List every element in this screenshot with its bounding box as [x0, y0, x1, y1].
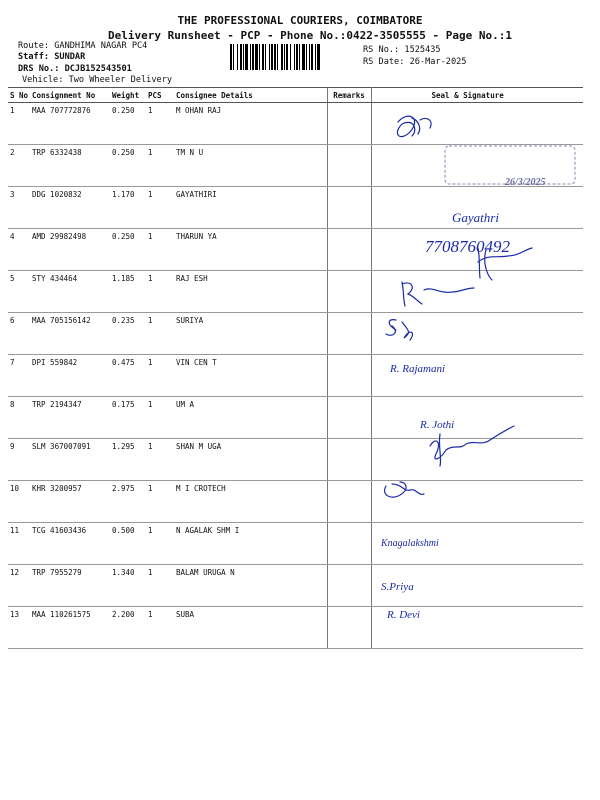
cell-consignee: THARUN YA	[174, 229, 327, 271]
cell-sno: 10	[8, 481, 30, 523]
cell-consignee: M I CROTECH	[174, 481, 327, 523]
cell-weight: 1.340	[110, 565, 146, 607]
cell-weight: 0.235	[110, 313, 146, 355]
cell-consignment-no: TCG 41603436	[30, 523, 110, 565]
cell-weight: 1.295	[110, 439, 146, 481]
cell-pcs: 1	[146, 145, 174, 187]
table-row	[8, 481, 583, 523]
cell-weight: 0.250	[110, 103, 146, 145]
cell-sno: 3	[8, 187, 30, 229]
table-row	[8, 355, 583, 397]
signature-row-13: R. Devi	[387, 609, 420, 621]
table-row	[8, 523, 583, 565]
cell-weight: 0.475	[110, 355, 146, 397]
cell-consignment-no: KHR 3200957	[30, 481, 110, 523]
rs-number: RS No.: 1525435	[363, 45, 441, 55]
cell-weight: 2.200	[110, 607, 146, 649]
vehicle-label: Vehicle: Two Wheeler Delivery	[22, 75, 173, 85]
cell-weight: 0.250	[110, 229, 146, 271]
column-header-remarks: Remarks	[327, 88, 371, 103]
drs-number: DRS No.: DCJB152543501	[18, 64, 132, 74]
table-row	[8, 145, 583, 187]
cell-weight: 0.250	[110, 145, 146, 187]
cell-pcs: 1	[146, 313, 174, 355]
cell-consignee: SURIYA	[174, 313, 327, 355]
cell-consignment-no: SLM 367007091	[30, 439, 110, 481]
cell-sno: 1	[8, 103, 30, 145]
cell-sno: 2	[8, 145, 30, 187]
cell-consignment-no: TRP 7955279	[30, 565, 110, 607]
cell-sno: 5	[8, 271, 30, 313]
cell-signature	[371, 607, 583, 649]
cell-signature	[371, 523, 583, 565]
cell-pcs: 1	[146, 481, 174, 523]
route-label: Route: GANDHIMA NAGAR PC4	[18, 41, 148, 51]
cell-remarks	[327, 607, 371, 649]
cell-sno: 4	[8, 229, 30, 271]
cell-consignment-no: DPI 559842	[30, 355, 110, 397]
table-row	[8, 103, 583, 145]
cell-consignee: N AGALAK SHM I	[174, 523, 327, 565]
cell-pcs: 1	[146, 229, 174, 271]
cell-consignment-no: MAA 110261575	[30, 607, 110, 649]
cell-signature	[371, 355, 583, 397]
cell-consignee: TM N U	[174, 145, 327, 187]
cell-weight: 0.175	[110, 397, 146, 439]
cell-sno: 9	[8, 439, 30, 481]
column-header-consignee: Consignee Details	[174, 88, 327, 103]
cell-signature	[371, 103, 583, 145]
signature-row-8: R. Jothi	[420, 419, 455, 431]
signature-row-12: S.Priya	[381, 581, 414, 593]
column-header-pcs: PCS	[146, 88, 174, 103]
signature-row-3: Gayathri	[452, 210, 499, 225]
column-header-consignment: Consignment No	[30, 88, 110, 103]
cell-consignee: M OHAN RAJ	[174, 103, 327, 145]
cell-pcs: 1	[146, 439, 174, 481]
cell-pcs: 1	[146, 103, 174, 145]
cell-consignment-no: MAA 705156142	[30, 313, 110, 355]
table-header-row	[8, 88, 583, 103]
document-title: THE PROFESSIONAL COURIERS, COIMBATORE	[177, 14, 423, 27]
cell-signature	[371, 565, 583, 607]
cell-weight: 0.500	[110, 523, 146, 565]
cell-consignment-no: TRP 2194347	[30, 397, 110, 439]
signature-row-7: R. Rajamani	[390, 363, 445, 375]
signature-row-11: Knagalakshmi	[381, 538, 439, 549]
cell-remarks	[327, 103, 371, 145]
cell-remarks	[327, 565, 371, 607]
cell-signature	[371, 439, 583, 481]
cell-signature	[371, 481, 583, 523]
cell-sno: 12	[8, 565, 30, 607]
cell-consignment-no: DDG 1020832	[30, 187, 110, 229]
table-row	[8, 271, 583, 313]
cell-remarks	[327, 313, 371, 355]
cell-pcs: 1	[146, 397, 174, 439]
cell-sno: 7	[8, 355, 30, 397]
signature-row-4-phone: 7708760492	[425, 237, 510, 256]
cell-consignment-no: MAA 707772876	[30, 103, 110, 145]
cell-consignee: VIN CEN T	[174, 355, 327, 397]
column-header-weight: Weight	[110, 88, 146, 103]
cell-consignee: BALAM URUGA N	[174, 565, 327, 607]
cell-weight: 1.170	[110, 187, 146, 229]
table-row	[8, 313, 583, 355]
cell-pcs: 1	[146, 187, 174, 229]
cell-weight: 2.975	[110, 481, 146, 523]
cell-consignment-no: AMD 29982498	[30, 229, 110, 271]
cell-signature	[371, 229, 583, 271]
cell-remarks	[327, 187, 371, 229]
cell-remarks	[327, 481, 371, 523]
cell-consignee: GAYATHIRI	[174, 187, 327, 229]
column-header-sno: S No	[8, 88, 30, 103]
cell-sno: 6	[8, 313, 30, 355]
cell-consignment-no: TRP 6332438	[30, 145, 110, 187]
table-row	[8, 397, 583, 439]
cell-consignee: RAJ ESH	[174, 271, 327, 313]
staff-label: Staff: SUNDAR	[18, 52, 86, 62]
document-subtitle: Delivery Runsheet - PCP - Phone No.:0422-3505555 - Page No.:1	[108, 29, 512, 42]
cell-pcs: 1	[146, 355, 174, 397]
cell-pcs: 1	[146, 607, 174, 649]
stamp-date: 26/3/2025	[505, 177, 546, 188]
cell-sno: 13	[8, 607, 30, 649]
table-row	[8, 439, 583, 481]
cell-signature	[371, 397, 583, 439]
cell-remarks	[327, 229, 371, 271]
table-row	[8, 565, 583, 607]
cell-pcs: 1	[146, 271, 174, 313]
cell-signature	[371, 145, 583, 187]
cell-consignee: SUBA	[174, 607, 327, 649]
table-row	[8, 229, 583, 271]
cell-remarks	[327, 523, 371, 565]
cell-weight: 1.185	[110, 271, 146, 313]
cell-signature	[371, 187, 583, 229]
table-body	[8, 103, 583, 649]
column-header-signature: Seal & Signature	[371, 88, 583, 103]
cell-consignee: SHAN M UGA	[174, 439, 327, 481]
cell-remarks	[327, 271, 371, 313]
cell-consignment-no: STY 434464	[30, 271, 110, 313]
table-row	[8, 607, 583, 649]
cell-remarks	[327, 397, 371, 439]
cell-pcs: 1	[146, 565, 174, 607]
rs-date: RS Date: 26-Mar-2025	[363, 57, 467, 67]
cell-signature	[371, 271, 583, 313]
cell-remarks	[327, 145, 371, 187]
cell-remarks	[327, 355, 371, 397]
cell-sno: 11	[8, 523, 30, 565]
cell-remarks	[327, 439, 371, 481]
cell-signature	[371, 313, 583, 355]
cell-consignee: UM A	[174, 397, 327, 439]
cell-pcs: 1	[146, 523, 174, 565]
cell-sno: 8	[8, 397, 30, 439]
barcode	[230, 44, 356, 70]
table-row	[8, 187, 583, 229]
runsheet-table	[8, 87, 583, 649]
